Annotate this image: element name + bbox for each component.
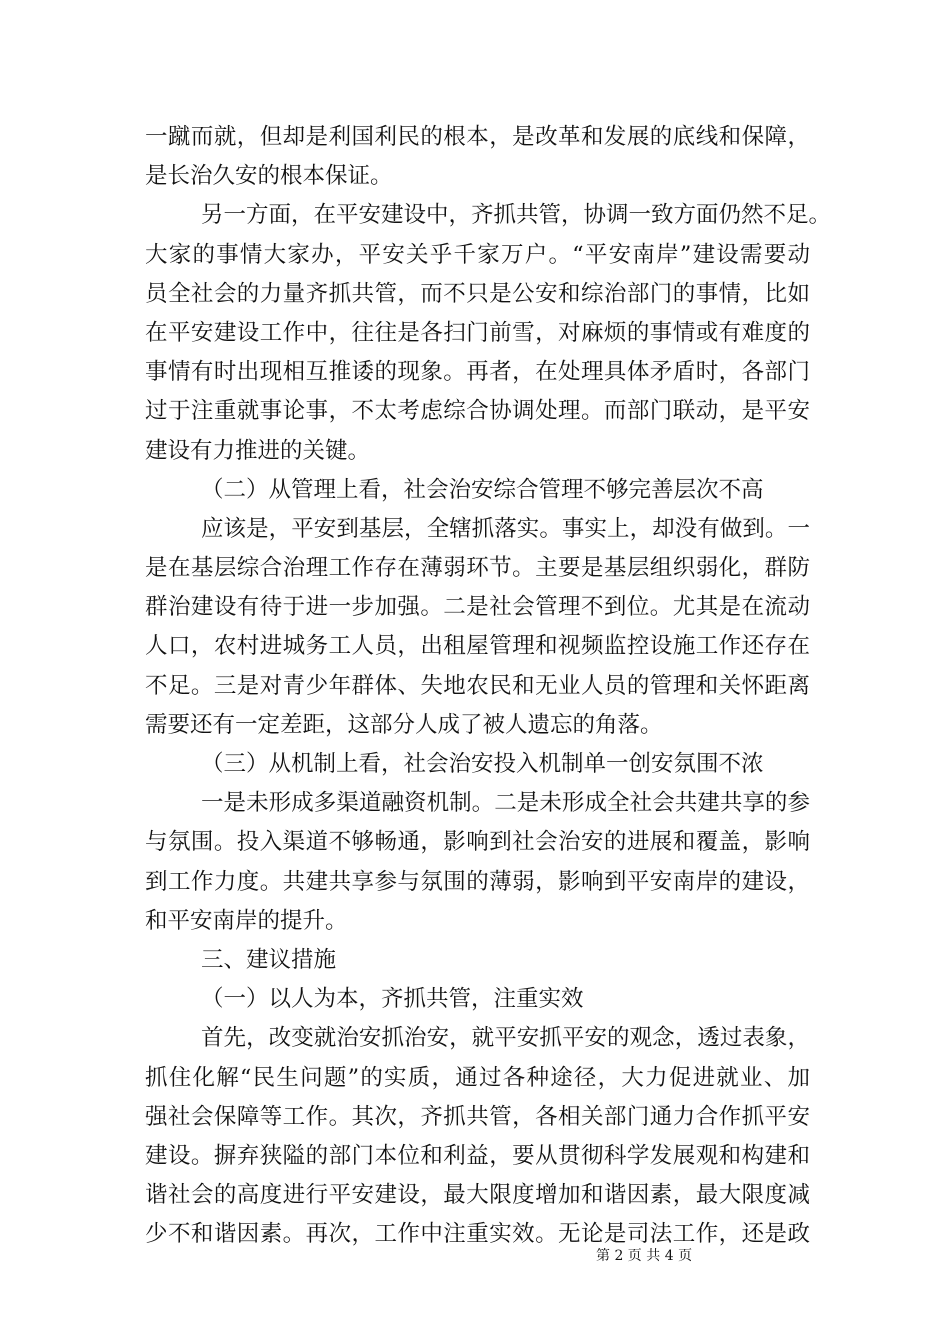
- paragraph-first-line: 一是未形成多渠道融资机制。二是未形成全社会共建共享的参: [201, 790, 810, 817]
- text-line: 谐社会的高度进行平安建设，最大限度增加和谐因素，最大限度减: [145, 1182, 810, 1209]
- text-line: 不足。三是对青少年群体、失地农民和无业人员的管理和关怀距离: [145, 672, 810, 699]
- paragraph-first-line: 首先，改变就治安抓治安，就平安抓平安的观念，透过表象，: [201, 1025, 810, 1052]
- page-number: 第 2 页 共 4 页: [596, 1248, 693, 1264]
- text-line: 建设有力推进的关键。: [145, 437, 371, 464]
- text-line: 和平安南岸的提升。: [145, 907, 348, 934]
- section-heading-1: （一）以人为本，齐抓共管，注重实效: [201, 986, 584, 1013]
- text-line: 群治建设有待于进一步加强。二是社会管理不到位。尤其是在流动: [145, 594, 810, 621]
- text-line: 是长治久安的根本保证。: [145, 163, 393, 190]
- section-heading-3: （三）从机制上看，社会治安投入机制单一创安氛围不浓: [201, 751, 764, 777]
- text-line: 建设。摒弃狭隘的部门本位和利益，要从贯彻科学发展观和构建和: [145, 1142, 810, 1169]
- text-line: 强社会保障等工作。其次，齐抓共管，各相关部门通力合作抓平安: [145, 1103, 810, 1130]
- text-line: 与氛围。投入渠道不够畅通，影响到社会治安的进展和覆盖，影响: [145, 829, 810, 856]
- text-line: 一蹴而就，但却是利国利民的根本，是改革和发展的底线和保障，: [145, 124, 810, 150]
- section-heading-2: （二）从管理上看，社会治安综合管理不够完善层次不高: [201, 476, 764, 503]
- text-line: 在平安建设工作中，往往是各扫门前雪，对麻烦的事情或有难度的: [145, 319, 810, 346]
- document-body: [145, 118, 832, 1254]
- text-line: 人口，农村进城务工人员，出租屋管理和视频监控设施工作还存在: [145, 633, 810, 660]
- text-line: 员全社会的力量齐抓共管，而不只是公安和综治部门的事情，比如: [145, 280, 810, 307]
- paragraph-first-line: 另一方面，在平安建设中，齐抓共管，协调一致方面仍然不足。: [201, 202, 832, 229]
- text-line: 到工作力度。共建共享参与氛围的薄弱，影响到平安南岸的建设，: [145, 868, 810, 895]
- text-line: 需要还有一定差距，这部分人成了被人遗忘的角落。: [145, 711, 663, 738]
- page-footer: [0, 1245, 950, 1265]
- text-line: 是在基层综合治理工作存在薄弱环节。主要是基层组织弱化，群防: [145, 555, 810, 582]
- text-line: 大家的事情大家办，平安关乎千家万户。“平安南岸”建设需要动: [145, 241, 810, 268]
- text-line: 过于注重就事论事，不太考虑综合协调处理。而部门联动，是平安: [145, 398, 810, 425]
- text-line: 事情有时出现相互推诿的现象。再者，在处理具体矛盾时，各部门: [145, 359, 810, 386]
- section-heading-main: 三、建议措施: [201, 946, 337, 973]
- text-line: 少不和谐因素。再次，工作中注重实效。无论是司法工作，还是政: [145, 1221, 810, 1248]
- text-line: 抓住化解“民生问题”的实质，通过各种途径，大力促进就业、加: [145, 1064, 810, 1091]
- paragraph-first-line: 应该是，平安到基层，全辖抓落实。事实上，却没有做到。一: [201, 515, 810, 542]
